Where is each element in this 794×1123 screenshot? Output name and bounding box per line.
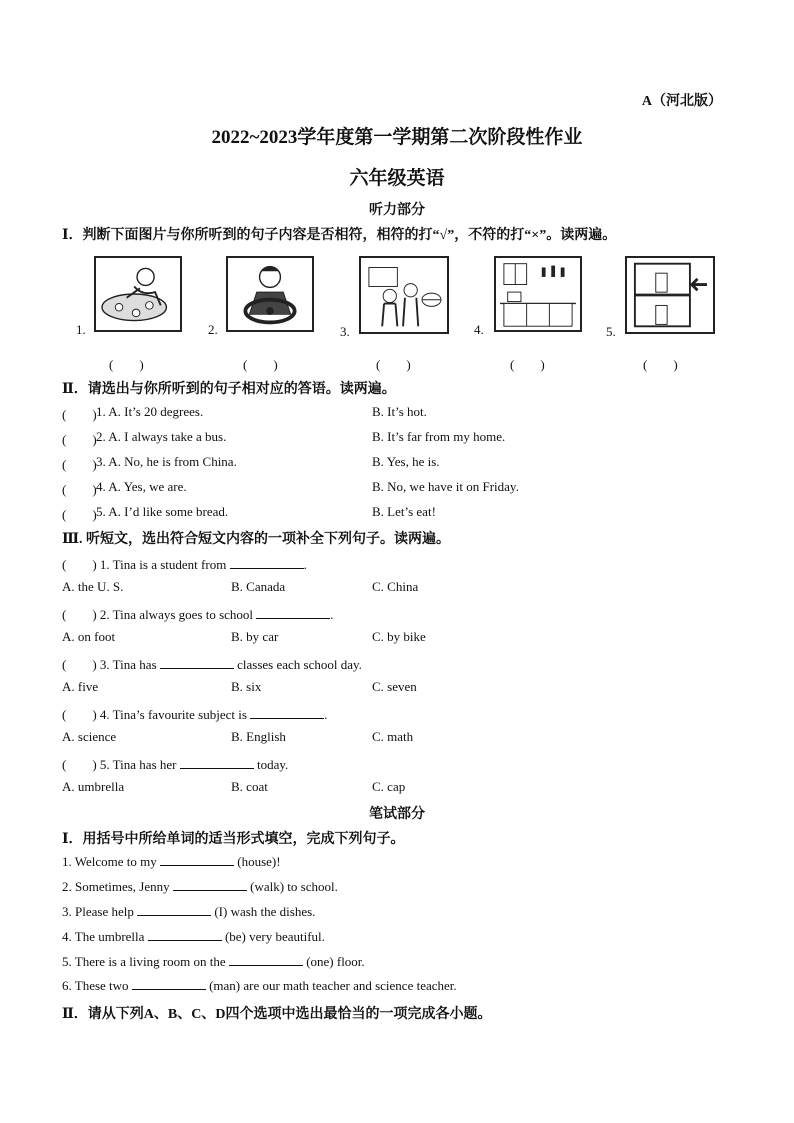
item-text: 5. There is a living room on the <box>62 954 229 969</box>
answer-paren[interactable]: ( ) <box>62 607 97 622</box>
answer-paren[interactable]: ( ) <box>62 457 97 472</box>
option-c: C. seven <box>372 679 417 694</box>
option-b: B. English <box>231 729 286 744</box>
kids-cooking-icon <box>359 256 449 334</box>
writing-part1-heading: Ⅰ．用括号中所给单词的适当形式填空，完成下列句子。 <box>62 832 405 847</box>
option-a: 1. A. It’s 20 degrees. <box>96 404 204 419</box>
answer-paren[interactable]: ( ) <box>62 482 97 497</box>
question-text-end: . <box>330 607 334 622</box>
question-text-end: . <box>324 707 328 722</box>
listening-part1-heading: Ⅰ．判断下面图片与你所听到的句子内容是否相符，相符的打“√”，不符的打“×”。读两遍。 <box>62 228 617 243</box>
answer-paren[interactable]: ( ) <box>643 357 678 372</box>
blank-field[interactable] <box>132 978 206 990</box>
answer-paren[interactable]: ( ) <box>243 357 278 372</box>
question-line <box>62 754 288 773</box>
picture-number: 3. <box>340 324 350 339</box>
boy-drawing-icon <box>94 256 182 332</box>
page-subtitle: 六年级英语 <box>349 168 445 189</box>
option-c: C. cap <box>372 779 406 794</box>
question-text-end: classes each school day. <box>233 657 362 672</box>
question-text: 4. Tina’s favourite subject is <box>99 707 251 722</box>
writing-section-label: 笔试部分 <box>369 807 425 822</box>
option-b: B. Canada <box>231 579 286 594</box>
item-text-end: (be) very beautiful. <box>221 929 325 944</box>
option-a: A. the U. S. <box>62 579 124 594</box>
item-text: 6. These two <box>62 978 132 993</box>
edition-tag: A（河北版） <box>641 94 722 109</box>
question-text: 3. Tina has <box>99 657 160 672</box>
item-text-end: (I) wash the dishes. <box>211 904 316 919</box>
list-item <box>62 954 365 970</box>
answer-paren[interactable]: ( ) <box>62 407 97 422</box>
question-line <box>62 554 307 573</box>
answer-paren[interactable]: ( ) <box>62 557 97 572</box>
item-text: 1. Welcome to my <box>62 854 161 869</box>
question-text: 2. Tina always goes to school <box>99 607 257 622</box>
question-line <box>62 654 362 673</box>
picture-number: 4. <box>474 322 484 337</box>
option-b: B. It’s hot. <box>372 404 427 419</box>
answer-paren[interactable]: ( ) <box>510 357 545 372</box>
kitchen-icon <box>494 256 582 332</box>
list-item <box>62 904 315 920</box>
question-text: 1. Tina is a student from <box>99 557 230 572</box>
blank-field[interactable] <box>160 657 234 669</box>
writing-part2-heading: Ⅱ．请从下列A、B、C、D四个选项中选出最恰当的一项完成各小题。 <box>62 1007 492 1022</box>
item-text: 3. Please help <box>62 904 138 919</box>
list-item <box>62 929 325 945</box>
blank-field[interactable] <box>230 557 304 569</box>
question-line <box>62 604 334 623</box>
blank-field[interactable] <box>256 607 330 619</box>
page-title: 2022~2023学年度第一学期第二次阶段性作业 <box>211 127 583 148</box>
option-a: A. on foot <box>62 629 116 644</box>
item-text-end: (one) floor. <box>302 954 365 969</box>
option-a: A. science <box>62 729 117 744</box>
answer-paren[interactable]: ( ) <box>62 757 97 772</box>
answer-paren[interactable]: ( ) <box>62 657 97 672</box>
option-c: C. by bike <box>372 629 426 644</box>
item-text-end: (man) are our math teacher and science teacher. <box>205 978 457 993</box>
option-b: B. Let’s eat! <box>372 504 436 519</box>
man-driving-icon <box>226 256 314 332</box>
question-line <box>62 704 327 723</box>
option-b: B. Yes, he is. <box>372 454 440 469</box>
picture-number: 5. <box>606 324 616 339</box>
blank-field[interactable] <box>137 904 211 916</box>
listening-part2-heading: Ⅱ．请选出与你所听到的句子相对应的答语。读两遍。 <box>62 382 396 397</box>
answer-paren[interactable]: ( ) <box>62 707 97 722</box>
option-b: B. It’s far from my home. <box>372 429 506 444</box>
list-item <box>62 854 281 870</box>
question-text-end: today. <box>253 757 289 772</box>
option-b: B. by car <box>231 629 279 644</box>
option-a: A. umbrella <box>62 779 125 794</box>
answer-paren[interactable]: ( ) <box>109 357 144 372</box>
question-text-end: . <box>303 557 307 572</box>
option-c: C. math <box>372 729 414 744</box>
blank-field[interactable] <box>148 929 222 941</box>
option-b: B. No, we have it on Friday. <box>372 479 519 494</box>
picture-number: 1. <box>76 322 86 337</box>
picture-number: 2. <box>208 322 218 337</box>
option-b: B. coat <box>231 779 268 794</box>
option-a: 2. A. I always take a bus. <box>96 429 227 444</box>
answer-paren[interactable]: ( ) <box>376 357 411 372</box>
item-text-end: (walk) to school. <box>246 879 338 894</box>
answer-paren[interactable]: ( ) <box>62 432 97 447</box>
question-text: 5. Tina has her <box>99 757 180 772</box>
item-text: 2. Sometimes, Jenny <box>62 879 173 894</box>
listening-section-label: 听力部分 <box>369 203 425 218</box>
listening-part3-heading: Ⅲ. 听短文，选出符合短文内容的一项补全下列句子。读两遍。 <box>62 532 451 547</box>
option-c: C. China <box>372 579 419 594</box>
option-a: 4. A. Yes, we are. <box>96 479 187 494</box>
blank-field[interactable] <box>160 854 234 866</box>
list-item <box>62 879 338 895</box>
option-a: 3. A. No, he is from China. <box>96 454 237 469</box>
list-item <box>62 978 457 994</box>
option-b: B. six <box>231 679 262 694</box>
blank-field[interactable] <box>180 757 254 769</box>
house-floor-icon <box>625 256 715 334</box>
answer-paren[interactable]: ( ) <box>62 507 97 522</box>
item-text-end: (house)! <box>234 854 281 869</box>
blank-field[interactable] <box>229 954 303 966</box>
option-a: 5. A. I’d like some bread. <box>96 504 229 519</box>
blank-field[interactable] <box>173 879 247 891</box>
blank-field[interactable] <box>250 707 324 719</box>
item-text: 4. The umbrella <box>62 929 148 944</box>
option-a: A. five <box>62 679 99 694</box>
